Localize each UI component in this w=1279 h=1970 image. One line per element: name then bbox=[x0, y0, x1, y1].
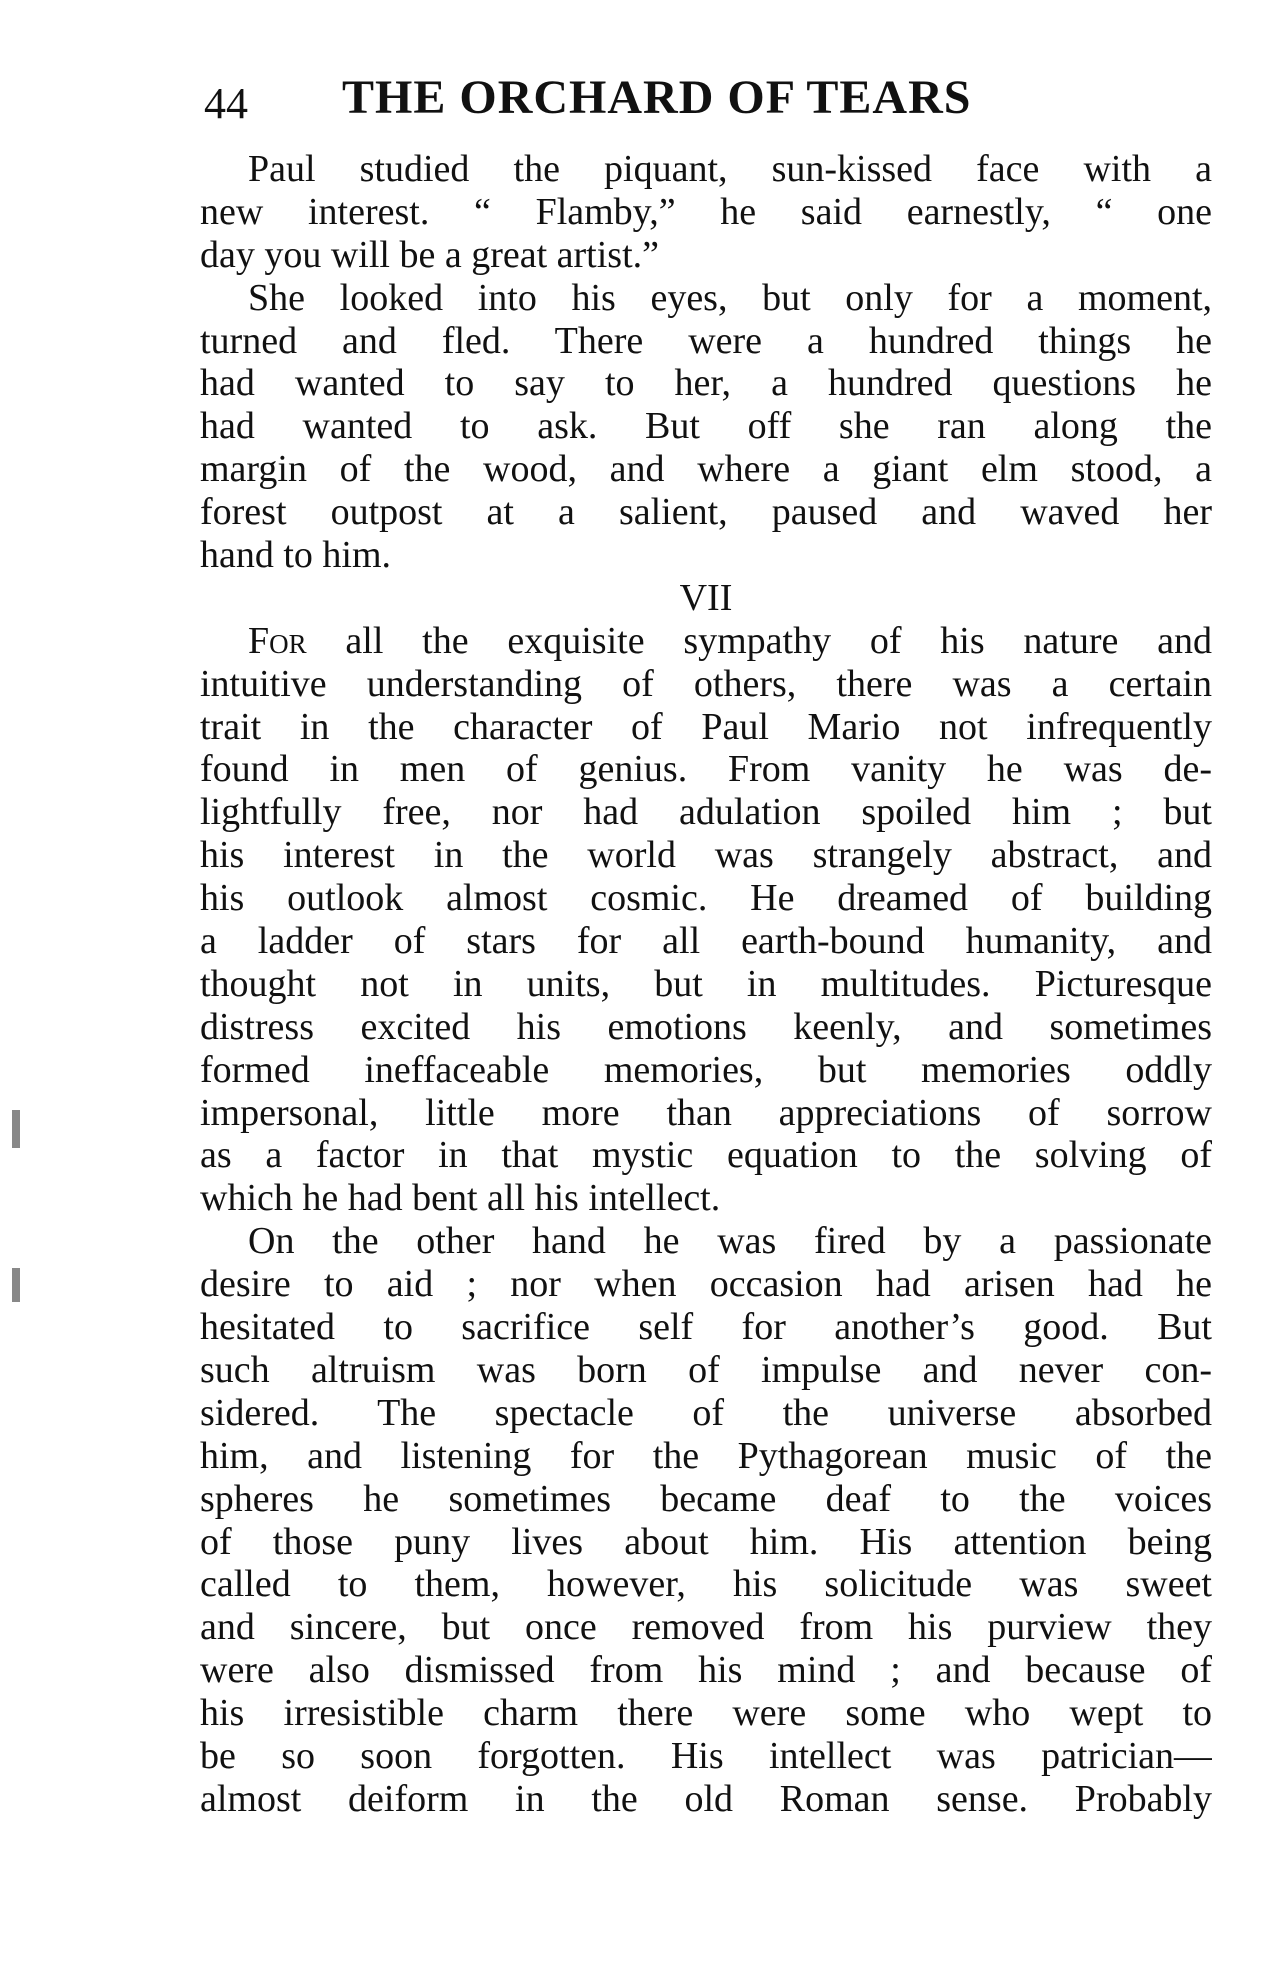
text-line bbox=[200, 1692, 1212, 1735]
text-line-content: had wanted to say to her, a hundred questions he bbox=[200, 362, 1212, 405]
text-line-content: turned and fled. There were a hundred things he bbox=[200, 319, 1212, 362]
text-line bbox=[200, 791, 1212, 834]
page-number: 44 bbox=[204, 79, 248, 128]
text-line-content: and sincere, but once removed from his purview they bbox=[200, 1606, 1212, 1649]
text-line-content: spheres he sometimes became deaf to the voices bbox=[200, 1477, 1212, 1520]
text-line-content: had wanted to ask. But off she ran along the bbox=[200, 405, 1212, 448]
text-line-content: all the exquisite sympathy of his nature and bbox=[306, 619, 1212, 662]
text-line bbox=[200, 920, 1212, 963]
text-line bbox=[200, 1349, 1212, 1392]
text-line bbox=[200, 706, 1212, 749]
text-line-content: day you will be a great artist.” bbox=[200, 233, 660, 276]
text-line-content: of those puny lives about him. His attention being bbox=[200, 1520, 1212, 1563]
text-line bbox=[200, 1177, 1212, 1220]
text-line-content: hand to him. bbox=[200, 534, 392, 577]
text-line-content: impersonal, little more than appreciations of sorrow bbox=[200, 1091, 1212, 1134]
text-line-content: margin of the wood, and where a giant elm stood, a bbox=[200, 448, 1212, 491]
body-text bbox=[200, 148, 1212, 1821]
text-line bbox=[200, 748, 1212, 791]
scan-blemish bbox=[12, 1268, 20, 1302]
text-line-content: formed ineffaceable memories, but memories oddly bbox=[200, 1048, 1212, 1091]
text-line-content: thought not in units, but in multitudes. Picturesque bbox=[200, 962, 1212, 1005]
text-line bbox=[200, 1778, 1212, 1821]
text-line bbox=[200, 191, 1212, 234]
text-line-content: him, and listening for the Pythagorean music of the bbox=[200, 1434, 1212, 1477]
text-line-content: called to them, however, his solicitude was sweet bbox=[200, 1563, 1212, 1606]
text-line-content: On the other hand he was fired by a passionate bbox=[248, 1220, 1212, 1263]
text-line bbox=[200, 448, 1212, 491]
scan-blemish bbox=[12, 1110, 20, 1148]
text-line-content: desire to aid ; nor when occasion had arisen had he bbox=[200, 1263, 1212, 1306]
text-line bbox=[200, 1606, 1212, 1649]
text-line bbox=[200, 1521, 1212, 1564]
text-line bbox=[200, 362, 1212, 405]
text-line-content: his outlook almost cosmic. He dreamed of building bbox=[200, 877, 1212, 920]
text-line bbox=[200, 277, 1212, 320]
small-caps-lead: For bbox=[248, 619, 307, 662]
text-line bbox=[200, 1435, 1212, 1478]
text-line-content: as a factor in that mystic equation to the solving of bbox=[200, 1134, 1212, 1177]
text-line bbox=[200, 1392, 1212, 1435]
text-line bbox=[200, 491, 1212, 534]
text-line bbox=[200, 963, 1212, 1006]
text-line-content: sidered. The spectacle of the universe absorbed bbox=[200, 1391, 1212, 1434]
text-line bbox=[200, 234, 1212, 277]
text-line bbox=[200, 1049, 1212, 1092]
text-line-content: forest outpost at a salient, paused and waved her bbox=[200, 491, 1212, 534]
text-line-content: his interest in the world was strangely abstract, and bbox=[200, 834, 1212, 877]
text-line-content: She looked into his eyes, but only for a moment, bbox=[248, 276, 1212, 319]
text-line-content: which he had bent all his intellect. bbox=[200, 1177, 721, 1220]
text-line-content: intuitive understanding of others, there was a certain bbox=[200, 662, 1212, 705]
text-line-content: were also dismissed from his mind ; and because of bbox=[200, 1649, 1212, 1692]
text-line bbox=[200, 620, 1212, 663]
text-line-content: distress excited his emotions keenly, and sometimes bbox=[200, 1005, 1212, 1048]
text-line bbox=[200, 1134, 1212, 1177]
text-line bbox=[200, 1563, 1212, 1606]
text-line bbox=[200, 1478, 1212, 1521]
text-line bbox=[200, 148, 1212, 191]
text-line bbox=[200, 834, 1212, 877]
text-line bbox=[200, 1263, 1212, 1306]
text-line bbox=[200, 663, 1212, 706]
text-line bbox=[200, 320, 1212, 363]
page-header bbox=[200, 70, 1210, 130]
text-line bbox=[200, 1735, 1212, 1778]
text-line bbox=[200, 1220, 1212, 1263]
text-line-content: lightfully free, nor had adulation spoiled him ; but bbox=[200, 791, 1212, 834]
text-line bbox=[200, 1649, 1212, 1692]
text-line bbox=[200, 1006, 1212, 1049]
text-line-content: such altruism was born of impulse and never con- bbox=[200, 1348, 1212, 1391]
text-line bbox=[200, 534, 1212, 577]
text-line-content: trait in the character of Paul Mario not infrequently bbox=[200, 705, 1212, 748]
text-line bbox=[200, 405, 1212, 448]
section-heading: VII bbox=[679, 576, 733, 619]
text-line-content: Paul studied the piquant, sun-kissed face with a bbox=[248, 148, 1212, 190]
text-line-content: almost deiform in the old Roman sense. Probably bbox=[200, 1777, 1212, 1820]
text-line-content: hesitated to sacrifice self for another’s good. But bbox=[200, 1306, 1212, 1349]
text-line-content: found in men of genius. From vanity he was de- bbox=[200, 748, 1212, 791]
text-line-content: new interest. “ Flamby,” he said earnestly, “ one bbox=[200, 190, 1212, 233]
text-line bbox=[200, 1092, 1212, 1135]
text-line-content: his irresistible charm there were some who wept to bbox=[200, 1692, 1212, 1735]
text-line bbox=[200, 1306, 1212, 1349]
text-line bbox=[200, 877, 1212, 920]
running-title: THE ORCHARD OF TEARS bbox=[342, 71, 972, 124]
text-line-content: a ladder of stars for all earth-bound humanity, and bbox=[200, 920, 1212, 963]
text-line-content: be so soon forgotten. His intellect was patrician— bbox=[200, 1734, 1212, 1777]
